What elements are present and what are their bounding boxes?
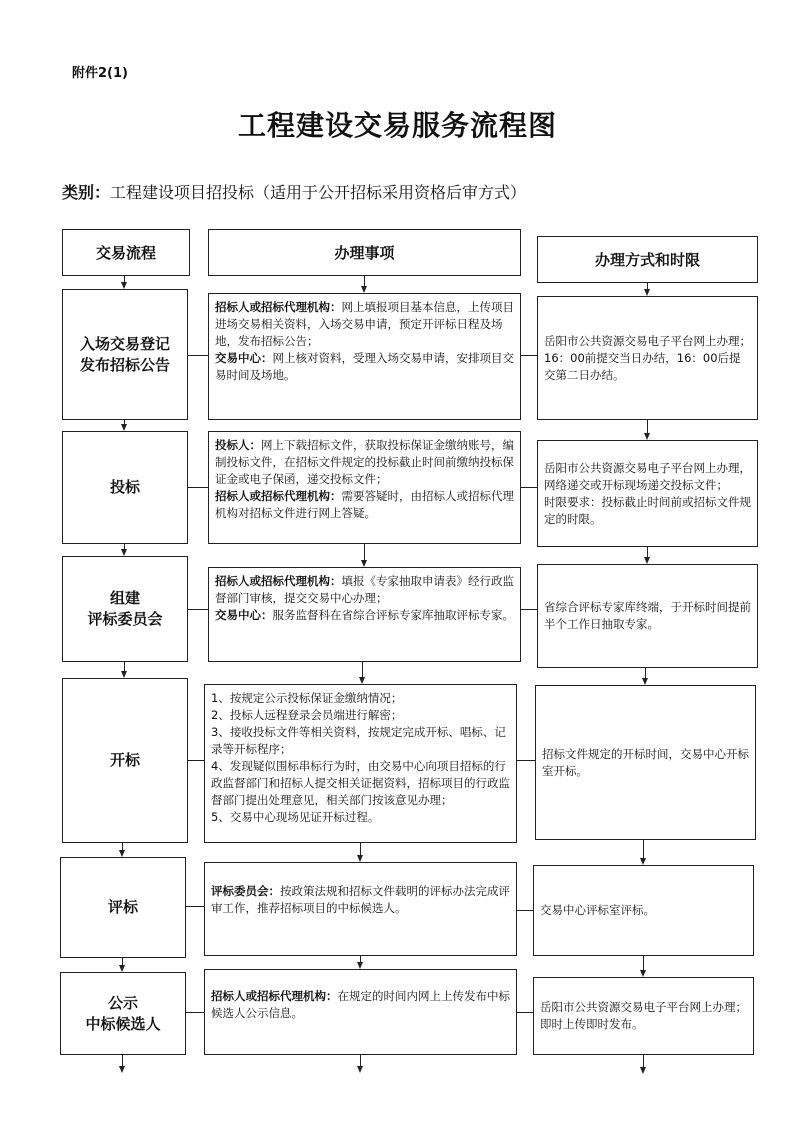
method-box — [537, 296, 758, 420]
method-text: 交易中心评标室评标。 — [540, 903, 655, 917]
item-paragraph — [215, 299, 514, 350]
arrow-line — [643, 1055, 644, 1067]
arrow-line — [124, 662, 125, 671]
item-paragraph — [215, 573, 514, 607]
method-text: 时限要求：投标截止时间前或招标文件规定的时限。 — [544, 494, 751, 526]
item-label: 招标人或招标代理机构： — [215, 489, 342, 503]
arrow-line — [122, 1055, 123, 1066]
down-arrow-icon — [644, 557, 650, 564]
connector-line — [188, 760, 204, 761]
stage-box — [62, 556, 188, 662]
down-arrow-icon — [361, 560, 367, 567]
method-box — [533, 977, 754, 1055]
item-text: 网上下载招标文件，获取投标保证金缴纳账号，编制投标文件，在招标文件规定的投标截止时间前缴纳投标保证金或电子保函，递交投标文件； — [215, 438, 514, 486]
down-arrow-icon — [119, 965, 125, 972]
items-box — [204, 969, 517, 1055]
down-arrow-icon — [121, 424, 127, 431]
category-line — [62, 180, 526, 203]
item-label: 招标人或招标代理机构： — [211, 989, 338, 1003]
item-text: 按政策法规和招标文件载明的评标办法完成评审工作，推荐招标项目的中标候选人。 — [211, 884, 510, 915]
item-label: 投标人： — [215, 438, 261, 452]
stage-box — [62, 678, 188, 843]
item-paragraph: 2、投标人远程登录会员端进行解密； — [211, 708, 403, 722]
connector-line — [517, 910, 533, 911]
down-arrow-icon — [121, 549, 127, 556]
arrow-line — [364, 544, 365, 560]
item-text: 网上核对资料，受理入场交易申请，安排项目交易时间及场地。 — [215, 351, 514, 382]
connector-line — [188, 355, 208, 356]
category-value: 工程建设项目招投标（适用于公开招标采用资格后审方式） — [110, 183, 527, 202]
connector-line — [186, 906, 204, 907]
down-arrow-icon — [642, 678, 648, 685]
method-text: 省综合评标专家库终端，于开标时间提前半个工作日抽取专家。 — [544, 600, 751, 631]
down-arrow-icon — [119, 1066, 125, 1073]
items-box — [208, 567, 521, 662]
items-box — [208, 293, 521, 420]
connector-line — [186, 1012, 204, 1013]
down-arrow-icon — [640, 858, 646, 865]
arrow-line — [360, 843, 361, 855]
item-label: 招标人或招标代理机构： — [215, 300, 342, 314]
arrow-line — [647, 547, 648, 557]
item-text: 填报《专家抽取申请表》经行政监督部门审核，提交交易中心办理； — [215, 574, 514, 605]
stage-box — [60, 972, 186, 1055]
connector-line — [521, 355, 537, 356]
item-paragraph — [211, 883, 510, 917]
attachment-label: 附件2(1) — [72, 66, 128, 81]
item-label: 评标委员会： — [211, 884, 280, 898]
item-text: 在规定的时间内网上上传发布中标候选人公示信息。 — [211, 989, 510, 1020]
stage-name-line: 评标 — [107, 898, 138, 916]
down-arrow-icon — [119, 850, 125, 857]
down-arrow-icon — [121, 282, 127, 289]
method-box — [533, 865, 754, 956]
down-arrow-icon — [640, 970, 646, 977]
arrow-line — [647, 420, 648, 433]
arrow-line — [122, 843, 123, 850]
items-box — [204, 862, 517, 956]
connector-line — [188, 487, 208, 488]
stage-name-line: 评标委员会 — [87, 610, 163, 628]
method-text: 招标文件规定的开标时间，交易中心开标室开标。 — [542, 746, 749, 778]
down-arrow-icon — [644, 289, 650, 296]
method-box — [537, 440, 758, 547]
arrow-line — [364, 276, 365, 286]
down-arrow-icon — [644, 433, 650, 440]
item-paragraph: 3、接收投标文件等相关资料，按规定完成开标、唱标、记录等开标程序； — [211, 725, 506, 756]
item-paragraph: 4、发现疑似围标串标行为时，由交易中心向项目招标的行政监督部门和招标人提交相关证据资料，招标项目的行政监督部门提出处理意见，相关部门按该意见办理； — [211, 759, 510, 807]
stage-name-line: 发布招标公告 — [79, 355, 170, 374]
page-title: 工程建设交易服务流程图 — [237, 109, 557, 142]
down-arrow-icon — [121, 671, 127, 678]
stage-name-line: 公示 — [107, 993, 138, 1012]
down-arrow-icon — [357, 962, 363, 969]
down-arrow-icon — [361, 286, 367, 293]
method-box — [537, 564, 758, 668]
stage-name-line: 投标 — [109, 478, 140, 496]
item-paragraph — [211, 988, 510, 1022]
arrow-line — [645, 668, 646, 678]
down-arrow-icon — [359, 677, 365, 684]
item-paragraph — [215, 437, 514, 488]
item-paragraph: 1、按规定公示投标保证金缴纳情况； — [211, 691, 403, 705]
category-label: 类别： — [62, 183, 111, 202]
item-label: 招标人或招标代理机构： — [215, 574, 342, 588]
method-box — [535, 685, 756, 840]
stage-box — [62, 431, 188, 544]
item-label: 交易中心： — [215, 351, 273, 365]
connector-line — [517, 760, 535, 761]
item-paragraph: 5、交易中心现场见证开标过程。 — [211, 810, 380, 824]
arrow-line — [362, 662, 363, 677]
item-label: 交易中心： — [215, 608, 273, 622]
stage-box — [60, 857, 186, 958]
items-box — [208, 431, 521, 544]
connector-line — [517, 1012, 533, 1013]
stage-name-line: 入场交易登记 — [79, 334, 170, 353]
stage-name-line: 组建 — [109, 589, 140, 607]
arrow-line — [360, 1055, 361, 1066]
stage-name-line: 中标候选人 — [85, 1014, 161, 1033]
connector-line — [521, 609, 537, 610]
arrow-line — [643, 840, 644, 858]
item-text: 网上填报项目基本信息，上传项目进场交易相关资料，入场交易申请，预定开评标日程及场地，发布招标公告； — [215, 300, 514, 348]
item-paragraph — [215, 350, 514, 384]
stage-box — [62, 289, 188, 420]
header-process: 交易流程 — [62, 229, 190, 276]
connector-line — [521, 487, 537, 488]
arrow-line — [643, 956, 644, 970]
item-paragraph — [215, 488, 514, 522]
items-box — [204, 684, 517, 843]
item-paragraph — [215, 607, 514, 624]
stage-name-line: 开标 — [109, 751, 140, 769]
item-text: 服务监督科在省综合评标专家库抽取评标专家。 — [272, 608, 514, 622]
header-items: 办理事项 — [208, 229, 521, 276]
method-text: 岳阳市公共资源交易电子平台网上办理；即时上传即时发布。 — [540, 1000, 747, 1031]
header-method: 办理方式和时限 — [537, 236, 758, 283]
down-arrow-icon — [357, 855, 363, 862]
down-arrow-icon — [357, 1066, 363, 1073]
method-text: 岳阳市公共资源交易电子平台网上办理，网络递交或开标现场递交投标文件； — [544, 460, 751, 492]
connector-line — [188, 609, 208, 610]
method-text: 岳阳市公共资源交易电子平台网上办理；16：00前提交当日办结，16：00后提交第二日办结。 — [544, 333, 751, 382]
item-text: 需要答疑时，由招标人或招标代理机构对招标文件进行网上答疑。 — [215, 489, 514, 520]
down-arrow-icon — [640, 1067, 646, 1074]
arrow-line — [122, 958, 123, 965]
